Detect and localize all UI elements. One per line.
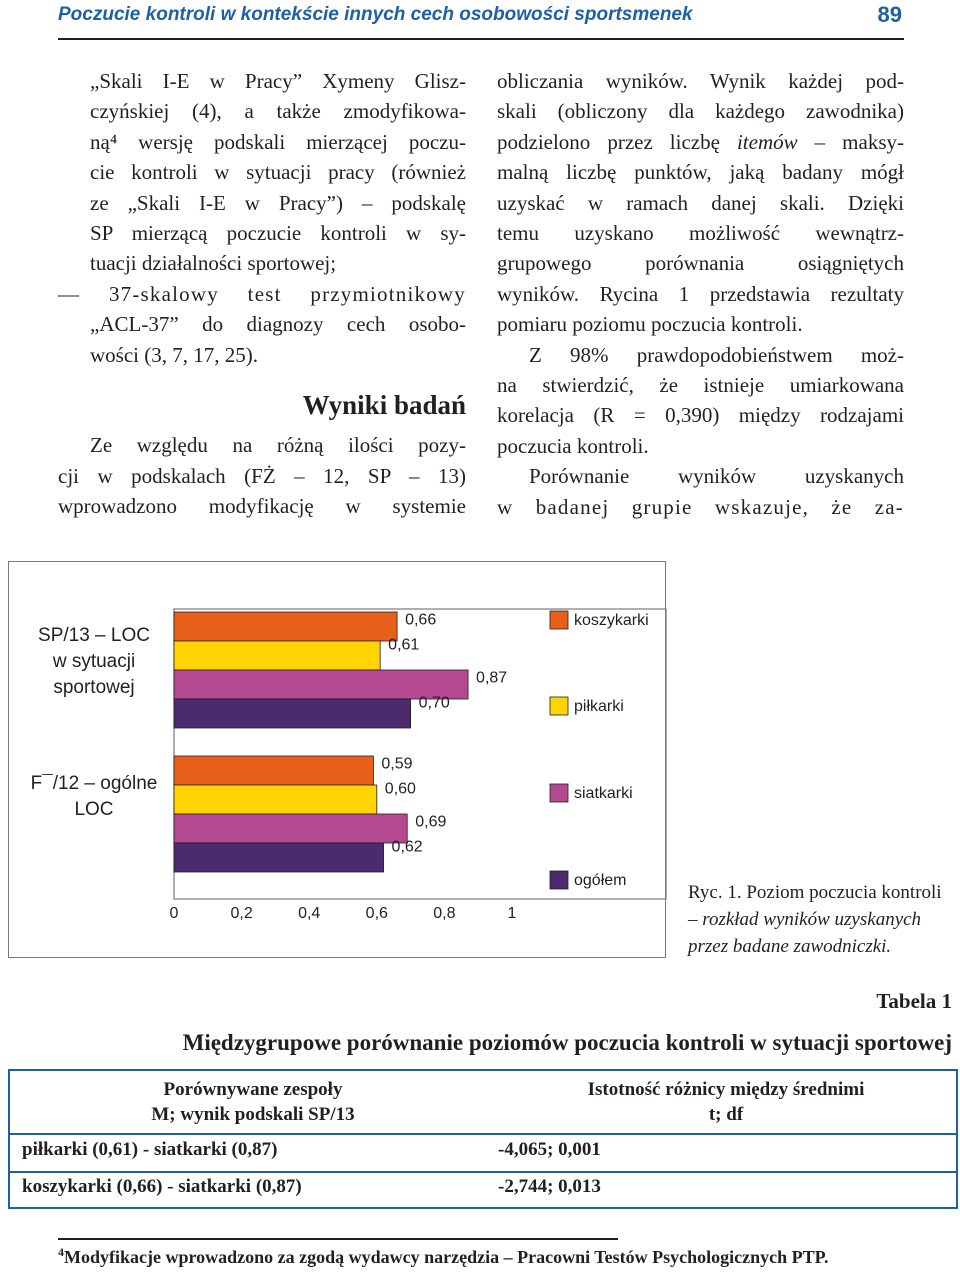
text-line: — 37-skalowy test przymiotnikowy: [58, 281, 466, 306]
legend-swatch-koszykarki: [550, 611, 568, 629]
footnote-text: Modyfikacje wprowadzono za zgodą wydawcy narzędzia – Pracowni Testów Psychologicznych PTP.: [64, 1247, 829, 1267]
comparison-table: [8, 1069, 958, 1209]
italic-word: itemów: [736, 129, 798, 154]
text-line: cie kontroli w sytuacji pracy (również: [90, 160, 466, 185]
bar-siatkarki-1: [174, 814, 407, 843]
text-line: SP mierzącą poczucie kontroli w sy-: [90, 221, 466, 246]
x-tick-label: 0: [169, 905, 179, 922]
category-label: SP/13 – LOC: [38, 625, 150, 646]
legend-swatch-piłkarki: [550, 697, 568, 715]
bar-koszykarki-1: [174, 756, 373, 785]
caption-line: Ryc. 1. Poziom poczucia kontroli: [688, 882, 942, 903]
data-label: 0,62: [391, 838, 423, 856]
header-rule: [58, 38, 904, 40]
text-line: grupowego porównania osiągniętych: [497, 251, 904, 276]
x-tick-label: 0,4: [298, 905, 321, 922]
table-cell-groups: koszykarki (0,66) - siatkarki (0,87): [22, 1176, 302, 1197]
bar-ogółem-0: [174, 699, 411, 728]
legend-swatch-ogółem: [550, 871, 568, 889]
table-cell-value: -4,065; 0,001: [498, 1139, 601, 1160]
category-labels: [31, 625, 158, 820]
left-column: [58, 66, 466, 522]
data-label: 0,87: [476, 669, 508, 687]
paragraph-3: [497, 461, 904, 522]
text-line: cji w podskalach (FŻ – 12, SP – 13): [58, 463, 466, 488]
text-line: ze „Skali I-E w Pracy”) – podskalę: [90, 190, 466, 215]
caption-line: – rozkład wyników uzyskanych: [688, 909, 922, 930]
caption-line: przez badane zawodniczki.: [688, 936, 892, 957]
bar-piłkarki-0: [174, 641, 380, 670]
method-list-item-1: [58, 66, 466, 279]
figure-caption: [688, 879, 958, 960]
table-rule: [10, 1133, 956, 1135]
table-title: Międzygrupowe porównanie poziomów poczucia kontroli w sytuacji sportowej: [182, 1030, 952, 1055]
text-line: pomiaru poziomu poczucia kontroli.: [497, 312, 803, 337]
text-line: ną⁴ wersję podskali mierzącej poczu-: [90, 129, 466, 154]
legend-label: piłkarki: [574, 698, 624, 715]
x-tick-label: 0,6: [365, 905, 388, 922]
bar-chart: [8, 561, 668, 961]
method-list-item-2: [58, 279, 466, 370]
x-tick-labels: [170, 905, 517, 922]
legend: [550, 611, 649, 889]
legend-label: siatkarki: [574, 785, 633, 802]
results-paragraph: [58, 430, 466, 521]
table-header-groups: [10, 1077, 496, 1127]
table-label: Tabela 1: [876, 989, 952, 1013]
x-tick-label: 1: [507, 905, 517, 922]
category-label: sportowej: [53, 677, 135, 698]
legend-swatch-siatkarki: [550, 784, 568, 802]
page-number: 89: [877, 2, 902, 27]
text-line: uzyskać w ramach danej skali. Dzięki: [497, 190, 904, 215]
text-line: podzielono przez liczbę itemów – maksy-: [497, 129, 904, 154]
data-label: 0,69: [415, 813, 447, 831]
running-title: Poczucie kontroli w kontekście innych cech osobowości sportsmenek: [58, 4, 693, 25]
text-line: Ze względu na różną ilości pozy-: [90, 433, 466, 458]
text-line: wprowadzono modyfikację w systemie: [58, 494, 466, 519]
text-line: wyników. Rycina 1 przedstawia rezultaty: [497, 281, 904, 306]
bar-koszykarki-0: [174, 612, 397, 641]
table-header-significance: [496, 1077, 956, 1127]
header-line: Istotność różnicy między średnimi: [587, 1079, 865, 1100]
text-line: korelacja (R = 0,390) między rodzajami: [497, 403, 904, 428]
category-label: F¯/12 – ogólne: [30, 773, 158, 794]
header-line: t; df: [708, 1104, 744, 1125]
text-line: poczucia kontroli.: [497, 433, 649, 458]
text-line: wości (3, 7, 17, 25).: [90, 342, 258, 367]
header-line: Porównywane zespoły: [163, 1079, 343, 1100]
footnote-marker: 4: [58, 1245, 64, 1259]
text-line: Porównanie wyników uzyskanych: [529, 464, 904, 489]
table-cell-value: -2,744; 0,013: [498, 1176, 601, 1197]
table-rule: [10, 1171, 956, 1173]
legend-label: ogółem: [574, 872, 627, 889]
text-line: skali (obliczony dla każdego zawodnika): [497, 99, 904, 124]
section-heading: Wyniki badań: [302, 390, 466, 421]
text-line: w badanej grupie wskazuje, że za-: [497, 494, 904, 519]
text-line: obliczania wyników. Wynik każdej pod-: [497, 69, 904, 93]
text-line: „ACL-37” do diagnozy cech osobo-: [90, 312, 466, 337]
paragraph-2: [497, 340, 904, 462]
data-label: 0,60: [384, 780, 416, 798]
text-line: tuacji działalności sportowej;: [90, 251, 337, 276]
category-label: LOC: [74, 799, 114, 820]
data-label: 0,70: [418, 694, 450, 712]
data-label: 0,66: [405, 611, 437, 629]
bar-ogółem-1: [174, 843, 384, 872]
text-line: „Skali I-E w Pracy” Xymeny Glisz-: [90, 69, 466, 93]
table-cell-groups: piłkarki (0,61) - siatkarki (0,87): [22, 1139, 278, 1160]
bar-piłkarki-1: [174, 785, 377, 814]
right-column: [497, 66, 904, 522]
paragraph-1: [497, 66, 904, 340]
category-label: w sytuacji: [52, 651, 136, 672]
legend-label: koszykarki: [574, 612, 649, 629]
x-tick-label: 0,2: [230, 905, 253, 922]
x-tick-label: 0,8: [433, 905, 456, 922]
header-line: M; wynik podskali SP/13: [151, 1104, 355, 1125]
data-label: 0,59: [381, 755, 413, 773]
data-label: 0,61: [388, 636, 420, 654]
bars: [174, 612, 468, 872]
text-line: temu uzyskano możliwość wewnątrz-: [497, 221, 904, 246]
text-line: czyńskiej (4), a także zmodyfikowa-: [90, 99, 466, 124]
text-line: Z 98% prawdopodobieństwem moż-: [529, 342, 904, 367]
text-line: malną liczbę punktów, jaką badany mógł: [497, 160, 904, 185]
footnote: [58, 1240, 918, 1269]
text-line: na stwierdzić, że istnieje umiarkowana: [497, 373, 904, 398]
